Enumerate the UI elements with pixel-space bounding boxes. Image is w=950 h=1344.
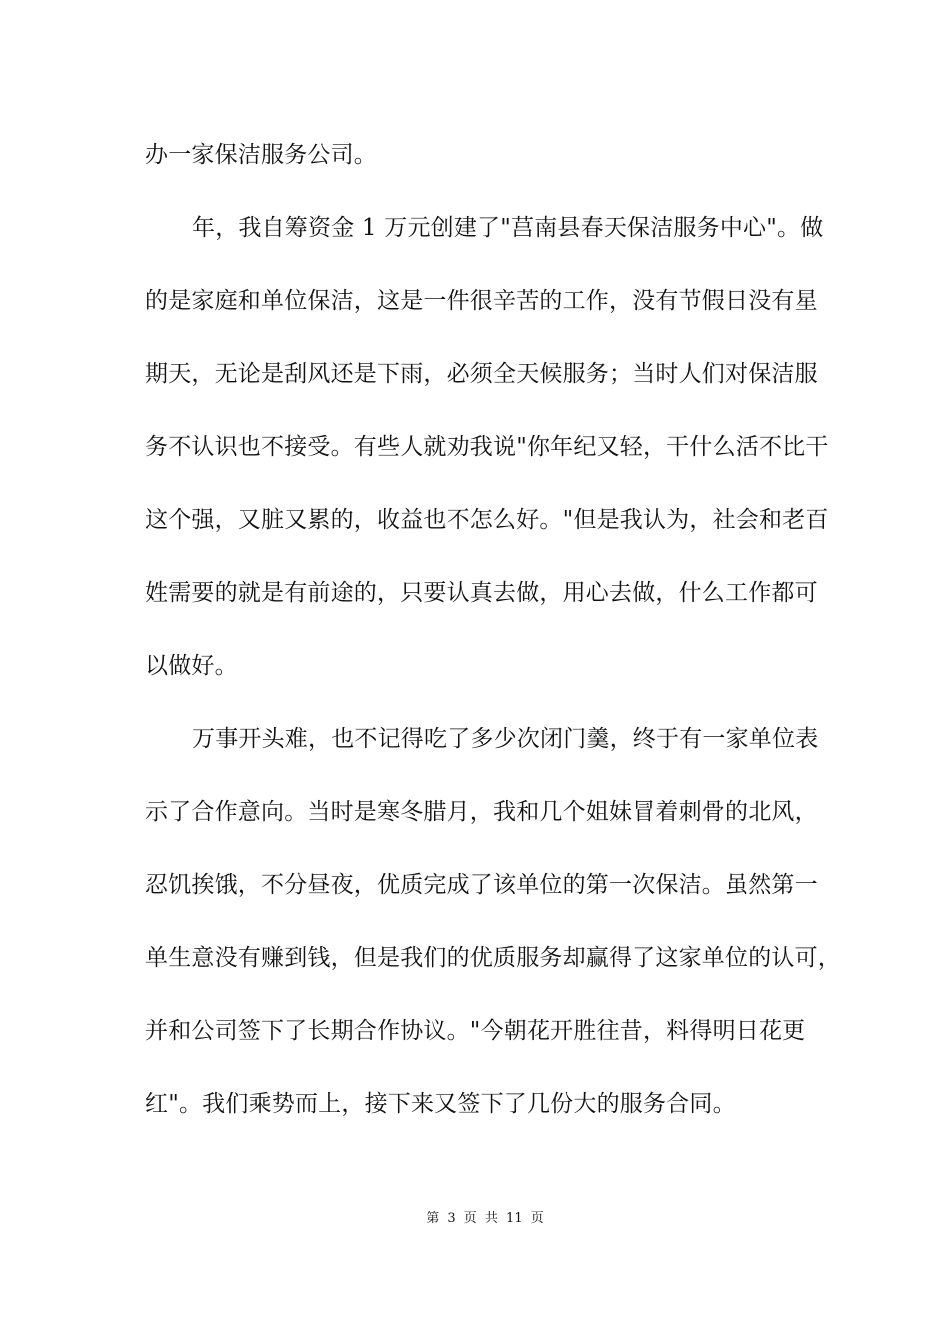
text-line: 姓需要的就是有前途的，只要认真去做，用心去做，什么工作都可 (145, 580, 818, 606)
paragraph-start-line: 万事开头难，也不记得吃了多少次闭门羹，终于有一家单位表 (192, 726, 819, 752)
paragraph-start-line: 年，我自筹资金 1 万元创建了"莒南县春天保洁服务中心"。做 (192, 215, 824, 241)
text-line: 并和公司签下了长期合作协议。"今朝花开胜往昔，料得明日花更 (145, 1018, 806, 1044)
text-line: 的是家庭和单位保洁，这是一件很辛苦的工作，没有节假日没有星 (145, 288, 818, 314)
text-line: 单生意没有赚到钱，但是我们的优质服务却赢得了这家单位的认可， (145, 945, 841, 971)
text-line: 忍饥挨饿，不分昼夜，优质完成了该单位的第一次保洁。虽然第一 (145, 872, 818, 898)
text-line: 这个强，又脏又累的，收益也不怎么好。"但是我认为，社会和老百 (145, 507, 829, 533)
text-line: 务不认识也不接受。有些人就劝我说"你年纪又轻，干什么活不比干 (145, 434, 829, 460)
text-line: 示了合作意向。当时是寒冬腊月，我和几个姐妹冒着刺骨的北风， (145, 799, 818, 825)
text-line: 以做好。 (145, 653, 238, 679)
text-line: 期天，无论是刮风还是下雨，必须全天候服务；当时人们对保洁服 (145, 361, 818, 387)
text-line: 办一家保洁服务公司。 (145, 142, 377, 168)
page-number-footer: 第 3 页 共 11 页 (426, 1211, 544, 1226)
text-line: 红"。我们乘势而上，接下来又签下了几份大的服务合同。 (145, 1091, 736, 1117)
